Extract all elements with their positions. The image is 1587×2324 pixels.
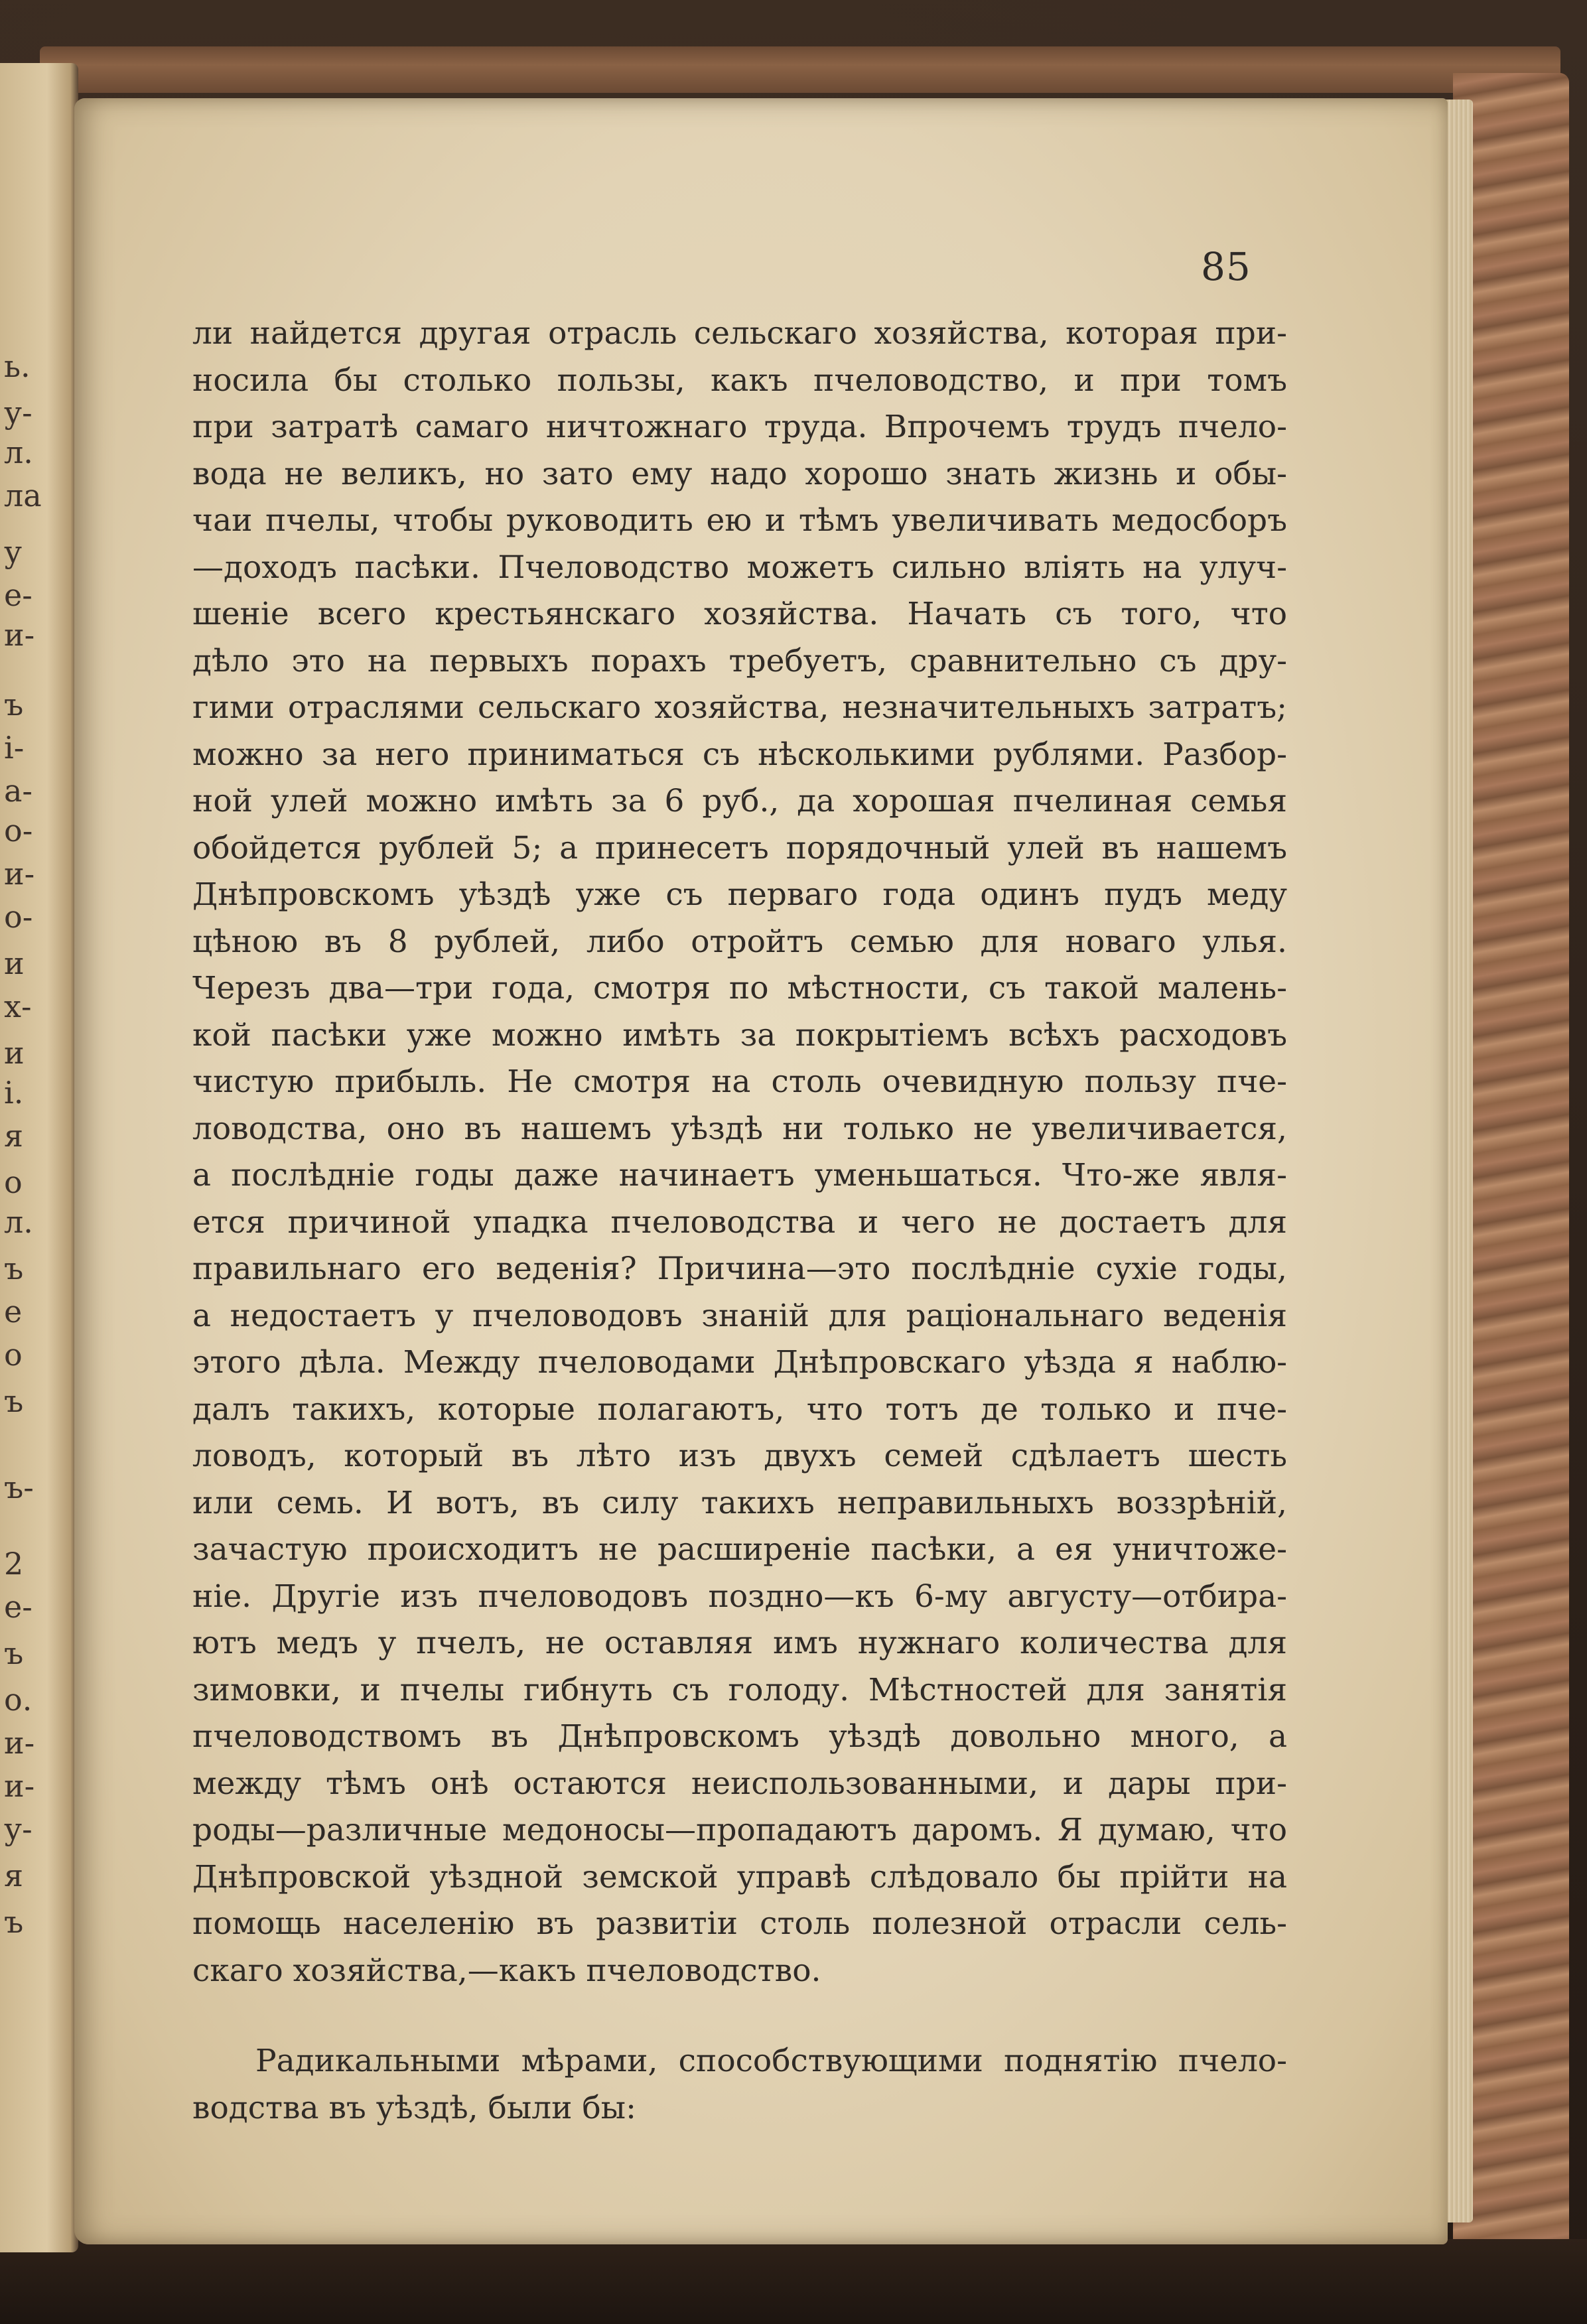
text-line: далъ такихъ, которые полагаютъ, что тотъ де только и пче- (192, 1391, 1287, 1428)
previous-page-fragment: л. (4, 435, 33, 470)
previous-page-fragment: е- (4, 577, 33, 613)
previous-page-fragment: і- (4, 730, 25, 766)
previous-page-fragment: о- (4, 813, 33, 849)
previous-page-fragment: и (4, 1035, 25, 1071)
text-line: вода не великъ, но зато ему надо хорошо знать жизнь и обы- (192, 455, 1287, 492)
paragraph-gap (192, 1994, 1287, 2038)
previous-page-fragment: и- (4, 856, 35, 892)
previous-page-fragment: у- (4, 1811, 33, 1847)
text-line: шеніе всего крестьянскаго хозяйства. Начать съ того, что (192, 596, 1287, 632)
previous-page-fragment: л. (4, 1204, 33, 1240)
previous-page-fragment: о (4, 1337, 23, 1373)
text-line: а послѣдніе годы даже начинаетъ уменьшаться. Что-же явля- (192, 1157, 1287, 1194)
text-line: зимовки, и пчелы гибнуть съ голоду. Мѣстностей для занятія (192, 1671, 1287, 1708)
text-line: роды—различные медоносы—пропадаютъ даромъ. Я думаю, что (192, 1812, 1287, 1848)
cover-top-edge (40, 46, 1560, 93)
text-line: Днѣпровской уѣздной земской управѣ слѣдовало бы прійти на (192, 1858, 1287, 1895)
previous-page-fragment: о- (4, 899, 33, 935)
previous-page-fragment: у (4, 534, 23, 570)
previous-page-fragment: и- (4, 1768, 35, 1804)
text-line: а недостаетъ у пчеловодовъ знаній для раціональнаго веденія (192, 1297, 1287, 1334)
page-number: 85 (1201, 244, 1251, 289)
previous-page-fragment: 2 (4, 1546, 24, 1582)
cover-bottom-edge (0, 2239, 1587, 2324)
page-text (192, 310, 1287, 2132)
text-line: Днѣпровскомъ уѣздѣ уже съ перваго года одинъ пудъ меду (192, 876, 1287, 913)
previous-page-fragment: ь. (4, 348, 31, 384)
text-line: помощь населенію въ развитіи столь полезной отрасли сель- (192, 1905, 1287, 1942)
previous-page-fragment: а- (4, 773, 33, 809)
text-line: гими отраслями сельскаго хозяйства, незначительныхъ затратъ; (192, 689, 1287, 726)
text-line: можно за него приниматься съ нѣсколькими рублями. Разбор- (192, 736, 1287, 773)
text-line: ли найдется другая отрасль сельскаго хозяйства, которая при- (192, 315, 1287, 352)
text-line: дѣло это на первыхъ порахъ требуетъ, сравнительно съ дру- (192, 642, 1287, 679)
text-line: ніе. Другіе изъ пчеловодовъ поздно—къ 6-му августу—отбира- (192, 1578, 1287, 1615)
text-line: цѣною въ 8 рублей, либо отройтъ семью для новаго улья. (192, 923, 1287, 960)
previous-page-fragment: о (4, 1164, 23, 1200)
text-line: обойдется рублей 5; а принесетъ порядочный улей въ нашемъ (192, 829, 1287, 866)
text-line: правильнаго его веденія? Причина—это послѣдніе сухіе годы, (192, 1251, 1287, 1287)
previous-page-fragment: у- (4, 395, 33, 431)
previous-page-fragment: е- (4, 1589, 33, 1625)
text-line: кой пасѣки уже можно имѣть за покрытіемъ всѣхъ расходовъ (192, 1016, 1287, 1054)
text-line: пчеловодствомъ въ Днѣпровскомъ уѣздѣ довольно много, а (192, 1718, 1287, 1755)
previous-page-fragment: ла (4, 478, 42, 513)
previous-page-fragment: ъ (4, 1251, 24, 1286)
previous-page-fragment: ъ (4, 687, 24, 722)
text-line: чистую прибыль. Не смотря на столь очевидную пользу пче- (192, 1063, 1287, 1100)
previous-page-fragment: я (4, 1858, 24, 1893)
text-line: ловодъ, который въ лѣто изъ двухъ семей сдѣлаетъ шесть (192, 1438, 1287, 1474)
previous-page-fragment: ъ (4, 1904, 24, 1940)
previous-page-fragment: е (4, 1294, 23, 1330)
text-line: водства въ уѣздѣ, были бы: (192, 2089, 636, 2126)
previous-page-fragment: и- (4, 1725, 35, 1761)
text-line: носила бы столько пользы, какъ пчеловодство, и при томъ (192, 362, 1287, 399)
previous-page-fragment: о. (4, 1682, 33, 1718)
text-line: при затратѣ самаго ничтожнаго труда. Впрочемъ трудъ пчело- (192, 409, 1287, 445)
previous-page-fragment: і. (4, 1075, 24, 1111)
text-line: ной улей можно имѣть за 6 руб., да хорошая пчелиная семья (192, 783, 1287, 819)
text-line: Черезъ два—три года, смотря по мѣстности, съ такой малень- (192, 970, 1287, 1006)
previous-page-edge (0, 63, 78, 2252)
text-line: ется причиной упадка пчеловодства и чего не достаетъ для (192, 1203, 1287, 1241)
book-page (74, 98, 1448, 2244)
text-line: ловодства, оно въ нашемъ уѣздѣ ни только не увеличивается, (192, 1110, 1287, 1147)
previous-page-fragment: ъ (4, 1635, 24, 1671)
previous-page-fragment: и (4, 945, 25, 981)
previous-page-fragment: ъ- (4, 1470, 34, 1505)
text-line: скаго хозяйства,—какъ пчеловодство. (192, 1952, 821, 1989)
previous-page-fragment: ъ (4, 1383, 24, 1419)
text-line: между тѣмъ онѣ остаются неиспользованными, и дары при- (192, 1765, 1287, 1802)
text-line: ютъ медъ у пчелъ, не оставляя имъ нужнаго количества для (192, 1625, 1287, 1661)
paragraph-1 (192, 310, 1287, 1994)
previous-page-fragment: и- (4, 617, 35, 653)
text-line: Радикальными мѣрами, способствующими поднятію пчело- (255, 2043, 1287, 2079)
text-line: зачастую происходитъ не расширеніе пасѣки, а ея уничтоже- (192, 1531, 1287, 1568)
text-line: этого дѣла. Между пчеловодами Днѣпровскаго уѣзда я наблю- (192, 1344, 1287, 1381)
previous-page-fragment: я (4, 1118, 24, 1154)
text-line: чаи пчелы, чтобы руководить ею и тѣмъ увеличивать медосборъ (192, 502, 1287, 539)
text-line: —доходъ пасѣки. Пчеловодство можетъ сильно вліять на улуч- (192, 549, 1287, 586)
previous-page-fragment: х- (4, 989, 32, 1024)
paragraph-2 (192, 2038, 1287, 2132)
text-line: или семь. И вотъ, въ силу такихъ неправильныхъ воззрѣній, (192, 1484, 1287, 1521)
